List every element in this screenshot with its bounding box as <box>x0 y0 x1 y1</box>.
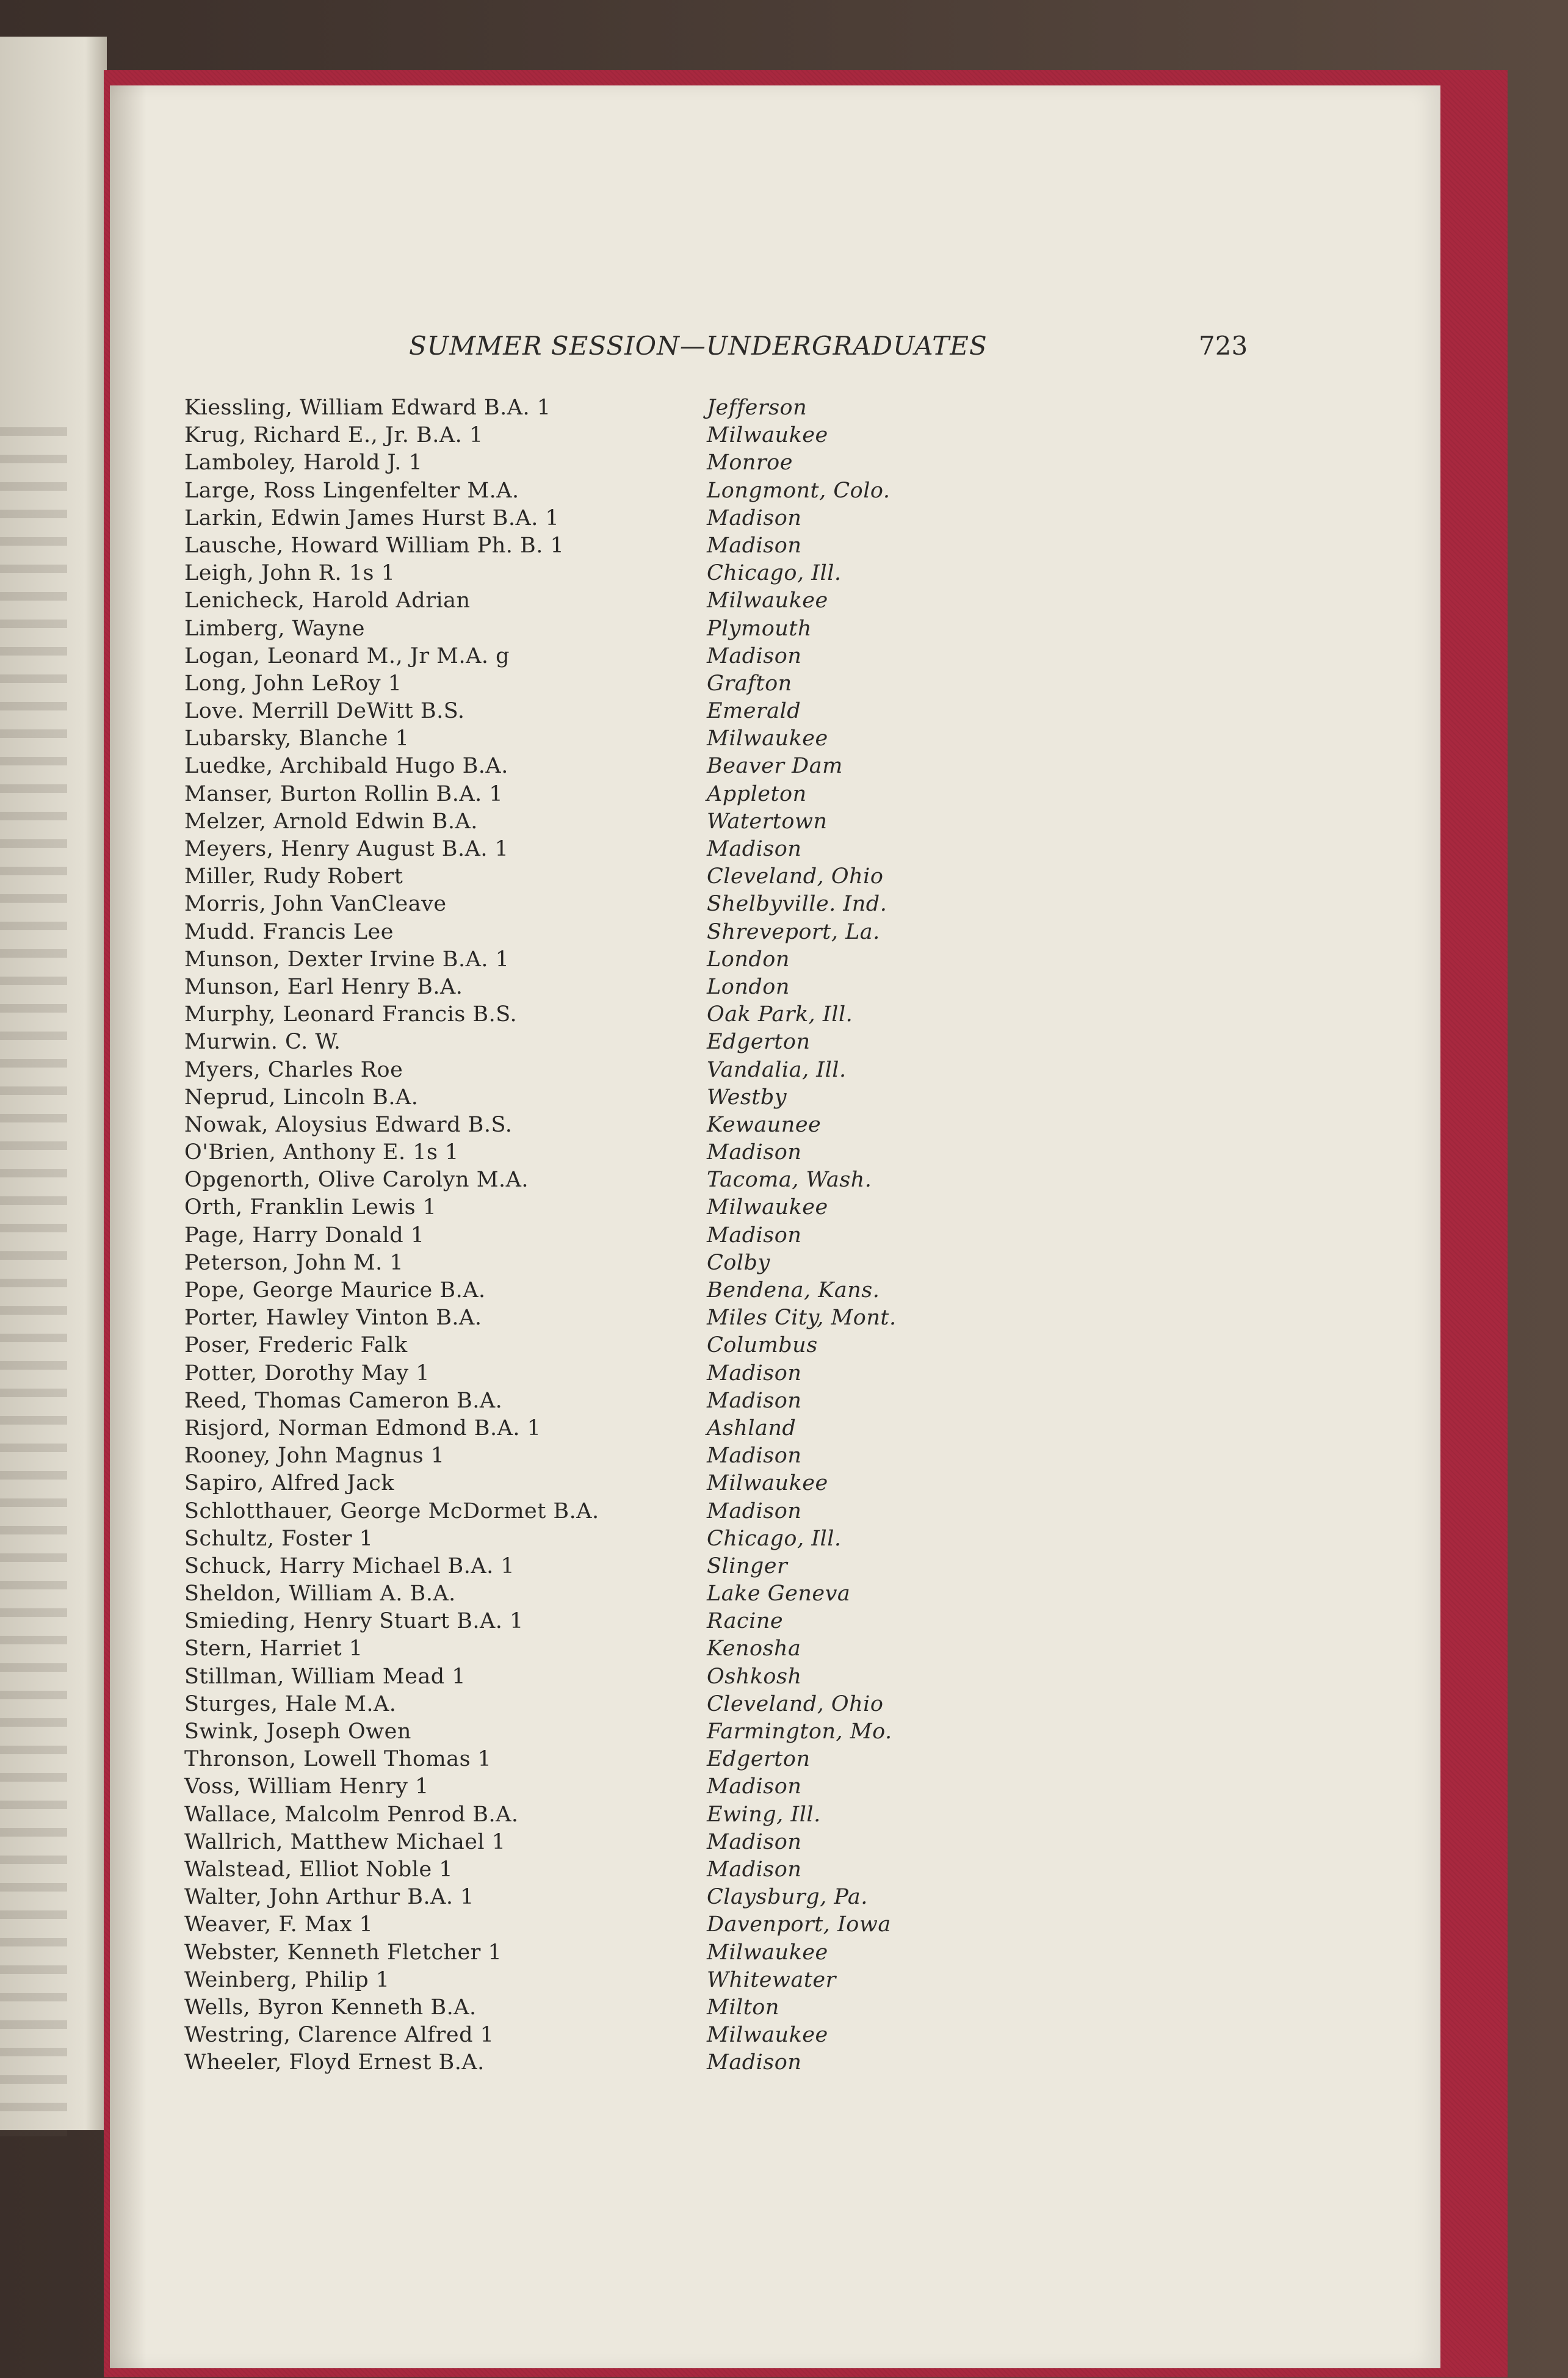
student-name: Leigh, John R. 1s 1 <box>184 561 396 586</box>
student-hometown: Kewaunee <box>707 1112 822 1137</box>
student-hometown: Columbus <box>707 1333 818 1358</box>
student-name: Neprud, Lincoln B.A. <box>184 1085 419 1110</box>
student-name: Krug, Richard E., Jr. B.A. 1 <box>184 423 483 448</box>
student-hometown: Ewing, Ill. <box>707 1802 821 1827</box>
student-name: O'Brien, Anthony E. 1s 1 <box>184 1140 459 1165</box>
student-hometown: Cleveland, Ohio <box>707 864 884 889</box>
student-hometown: Chicago, Ill. <box>707 1526 842 1551</box>
student-name: Mudd. Francis Lee <box>184 919 394 944</box>
list-item <box>184 974 1100 1001</box>
student-hometown: Bendena, Kans. <box>707 1278 880 1303</box>
student-name: Murwin. C. W. <box>184 1030 341 1055</box>
student-hometown: London <box>707 947 790 972</box>
student-name: Smieding, Henry Stuart B.A. 1 <box>184 1609 524 1634</box>
list-item <box>184 1387 1100 1415</box>
student-hometown: Shelbyville. Ind. <box>707 892 887 917</box>
list-item <box>184 1304 1100 1332</box>
list-item <box>184 560 1100 587</box>
student-name: Peterson, John M. 1 <box>184 1250 404 1275</box>
list-item <box>184 1691 1100 1718</box>
student-name: Risjord, Norman Edmond B.A. 1 <box>184 1415 541 1440</box>
student-name: Lausche, Howard William Ph. B. 1 <box>184 533 565 558</box>
list-item <box>184 1111 1100 1139</box>
student-hometown: Madison <box>707 1774 802 1799</box>
student-hometown: Madison <box>707 837 802 861</box>
student-name: Manser, Burton Rollin B.A. 1 <box>184 781 504 806</box>
list-item <box>184 863 1100 891</box>
student-hometown: Davenport, Iowa <box>707 1912 891 1937</box>
student-hometown: Westby <box>707 1085 787 1110</box>
list-item <box>184 1139 1100 1166</box>
list-item <box>184 2049 1100 2076</box>
student-name: Poser, Frederic Falk <box>184 1333 408 1358</box>
list-item <box>184 1773 1100 1801</box>
student-name: Morris, John VanCleave <box>184 892 447 917</box>
list-item <box>184 587 1100 615</box>
list-item <box>184 2022 1100 2049</box>
list-item <box>184 1194 1100 1221</box>
student-name: Logan, Leonard M., Jr M.A. g <box>184 643 510 668</box>
student-hometown: Oak Park, Ill. <box>707 1002 853 1027</box>
student-name: Nowak, Aloysius Edward B.S. <box>184 1112 513 1137</box>
list-item <box>184 643 1100 670</box>
student-hometown: Madison <box>707 2050 802 2075</box>
page-number: 723 <box>1199 331 1248 361</box>
student-name: Sturges, Hale M.A. <box>184 1691 397 1716</box>
list-item <box>184 1470 1100 1497</box>
list-item <box>184 1442 1100 1470</box>
student-name: Long, John LeRoy 1 <box>184 671 402 696</box>
list-item <box>184 670 1100 698</box>
student-list <box>184 394 1100 2076</box>
student-name: Schuck, Harry Michael B.A. 1 <box>184 1553 515 1578</box>
list-item <box>184 891 1100 918</box>
student-hometown: Oshkosh <box>707 1664 802 1689</box>
student-hometown: Beaver Dam <box>707 754 843 779</box>
student-hometown: Racine <box>707 1609 784 1634</box>
student-hometown: Madison <box>707 1223 802 1248</box>
student-hometown: Milton <box>707 1995 779 2020</box>
student-hometown: Monroe <box>707 450 793 475</box>
list-item <box>184 1553 1100 1580</box>
student-hometown: Milwaukee <box>707 1195 828 1220</box>
list-item <box>184 1884 1100 1911</box>
document-page <box>110 85 1440 2368</box>
list-item <box>184 1856 1100 1884</box>
student-hometown: Claysburg, Pa. <box>707 1885 868 1910</box>
student-hometown: Madison <box>707 533 802 558</box>
student-hometown: Madison <box>707 1140 802 1165</box>
list-item <box>184 781 1100 808</box>
list-item <box>184 698 1100 725</box>
list-item <box>184 1829 1100 1856</box>
student-name: Myers, Charles Roe <box>184 1057 403 1082</box>
list-item <box>184 477 1100 505</box>
student-hometown: Milwaukee <box>707 423 828 448</box>
list-item <box>184 422 1100 449</box>
list-item <box>184 1663 1100 1691</box>
list-item <box>184 1222 1100 1249</box>
student-name: Lenicheck, Harold Adrian <box>184 588 471 613</box>
list-item <box>184 1939 1100 1967</box>
student-name: Murphy, Leonard Francis B.S. <box>184 1002 518 1027</box>
list-item <box>184 532 1100 560</box>
student-hometown: Jefferson <box>707 396 807 420</box>
list-item <box>184 1084 1100 1111</box>
student-name: Wheeler, Floyd Ernest B.A. <box>184 2050 485 2075</box>
list-item <box>184 1801 1100 1829</box>
student-hometown: Milwaukee <box>707 1940 828 1965</box>
list-item <box>184 836 1100 863</box>
list-item <box>184 394 1100 422</box>
student-hometown: Edgerton <box>707 1030 811 1055</box>
student-name: Love. Merrill DeWitt B.S. <box>184 699 465 724</box>
student-name: Larkin, Edwin James Hurst B.A. 1 <box>184 505 560 530</box>
student-name: Luedke, Archibald Hugo B.A. <box>184 754 508 779</box>
student-name: Schultz, Foster 1 <box>184 1526 374 1551</box>
list-item <box>184 1277 1100 1304</box>
student-name: Potter, Dorothy May 1 <box>184 1361 430 1386</box>
student-name: Rooney, John Magnus 1 <box>184 1444 445 1469</box>
list-item <box>184 1057 1100 1084</box>
student-hometown: Milwaukee <box>707 588 828 613</box>
student-name: Stern, Harriet 1 <box>184 1636 363 1661</box>
list-item <box>184 753 1100 780</box>
student-hometown: Madison <box>707 1388 802 1413</box>
list-item <box>184 1994 1100 2022</box>
student-hometown: Farmington, Mo. <box>707 1719 892 1744</box>
running-title: SUMMER SESSION—UNDERGRADUATES <box>409 331 988 361</box>
student-hometown: Grafton <box>707 671 792 696</box>
student-name: Sheldon, William A. B.A. <box>184 1581 456 1606</box>
list-item <box>184 615 1100 643</box>
student-hometown: London <box>707 974 790 999</box>
student-name: Pope, George Maurice B.A. <box>184 1278 486 1303</box>
student-hometown: Shreveport, La. <box>707 919 880 944</box>
list-item <box>184 919 1100 946</box>
student-name: Wallrich, Matthew Michael 1 <box>184 1829 506 1854</box>
list-item <box>184 1911 1100 1939</box>
student-hometown: Madison <box>707 1361 802 1386</box>
student-name: Reed, Thomas Cameron B.A. <box>184 1388 503 1413</box>
student-hometown: Madison <box>707 1498 802 1523</box>
student-hometown: Plymouth <box>707 616 812 641</box>
student-hometown: Milwaukee <box>707 1471 828 1496</box>
student-hometown: Slinger <box>707 1553 788 1578</box>
student-name: Porter, Hawley Vinton B.A. <box>184 1306 482 1331</box>
student-hometown: Cleveland, Ohio <box>707 1691 884 1716</box>
student-hometown: Colby <box>707 1250 770 1275</box>
list-item <box>184 1001 1100 1028</box>
student-name: Page, Harry Donald 1 <box>184 1223 425 1248</box>
list-item <box>184 1746 1100 1773</box>
list-item <box>184 1249 1100 1277</box>
student-hometown: Madison <box>707 505 802 530</box>
student-name: Sapiro, Alfred Jack <box>184 1471 395 1496</box>
student-hometown: Madison <box>707 643 802 668</box>
list-item <box>184 1718 1100 1746</box>
student-hometown: Lake Geneva <box>707 1581 851 1606</box>
list-item <box>184 1498 1100 1525</box>
student-hometown: Miles City, Mont. <box>707 1306 897 1331</box>
list-item <box>184 1608 1100 1635</box>
list-item <box>184 808 1100 836</box>
student-hometown: Appleton <box>707 781 807 806</box>
facing-page-edge <box>0 37 107 2130</box>
student-hometown: Tacoma, Wash. <box>707 1168 872 1193</box>
page-header <box>110 331 1440 374</box>
list-item <box>184 1415 1100 1442</box>
student-hometown: Vandalia, Ill. <box>707 1057 847 1082</box>
student-name: Wallace, Malcolm Penrod B.A. <box>184 1802 519 1827</box>
student-name: Limberg, Wayne <box>184 616 365 641</box>
student-name: Westring, Clarence Alfred 1 <box>184 2023 494 2048</box>
list-item <box>184 1166 1100 1194</box>
student-name: Stillman, William Mead 1 <box>184 1664 466 1689</box>
student-name: Walter, John Arthur B.A. 1 <box>184 1885 474 1910</box>
student-name: Webster, Kenneth Fletcher 1 <box>184 1940 502 1965</box>
student-name: Lamboley, Harold J. 1 <box>184 450 423 475</box>
list-item <box>184 1332 1100 1359</box>
list-item <box>184 1635 1100 1663</box>
list-item <box>184 946 1100 974</box>
student-name: Orth, Franklin Lewis 1 <box>184 1195 437 1220</box>
list-item <box>184 1028 1100 1056</box>
student-hometown: Longmont, Colo. <box>707 478 891 503</box>
list-item <box>184 505 1100 532</box>
student-hometown: Milwaukee <box>707 2023 828 2048</box>
list-item <box>184 725 1100 753</box>
student-name: Munson, Dexter Irvine B.A. 1 <box>184 947 510 972</box>
list-item <box>184 449 1100 477</box>
student-hometown: Watertown <box>707 809 828 834</box>
student-name: Melzer, Arnold Edwin B.A. <box>184 809 478 834</box>
student-name: Munson, Earl Henry B.A. <box>184 974 463 999</box>
student-hometown: Madison <box>707 1829 802 1854</box>
facing-page-text-edge <box>0 427 67 2136</box>
student-hometown: Chicago, Ill. <box>707 561 842 586</box>
student-hometown: Ashland <box>707 1415 797 1440</box>
student-hometown: Edgerton <box>707 1747 811 1772</box>
student-name: Thronson, Lowell Thomas 1 <box>184 1747 492 1772</box>
student-hometown: Whitewater <box>707 1967 836 1992</box>
student-hometown: Madison <box>707 1444 802 1469</box>
student-name: Walstead, Elliot Noble 1 <box>184 1857 453 1882</box>
student-hometown: Madison <box>707 1857 802 1882</box>
student-name: Swink, Joseph Owen <box>184 1719 411 1744</box>
student-name: Large, Ross Lingenfelter M.A. <box>184 478 519 503</box>
gutter-shadow <box>110 85 146 2368</box>
student-name: Lubarsky, Blanche 1 <box>184 726 410 751</box>
student-hometown: Emerald <box>707 699 801 724</box>
student-name: Opgenorth, Olive Carolyn M.A. <box>184 1168 529 1193</box>
student-name: Schlotthauer, George McDormet B.A. <box>184 1498 599 1523</box>
list-item <box>184 1580 1100 1608</box>
list-item <box>184 1967 1100 1994</box>
student-name: Wells, Byron Kenneth B.A. <box>184 1995 477 2020</box>
student-name: Weaver, F. Max 1 <box>184 1912 374 1937</box>
list-item <box>184 1360 1100 1387</box>
student-name: Miller, Rudy Robert <box>184 864 403 889</box>
student-name: Kiessling, William Edward B.A. 1 <box>184 396 551 420</box>
list-item <box>184 1525 1100 1553</box>
student-name: Weinberg, Philip 1 <box>184 1967 390 1992</box>
student-hometown: Milwaukee <box>707 726 828 751</box>
student-name: Voss, William Henry 1 <box>184 1774 429 1799</box>
student-name: Meyers, Henry August B.A. 1 <box>184 837 509 861</box>
student-hometown: Kenosha <box>707 1636 801 1661</box>
